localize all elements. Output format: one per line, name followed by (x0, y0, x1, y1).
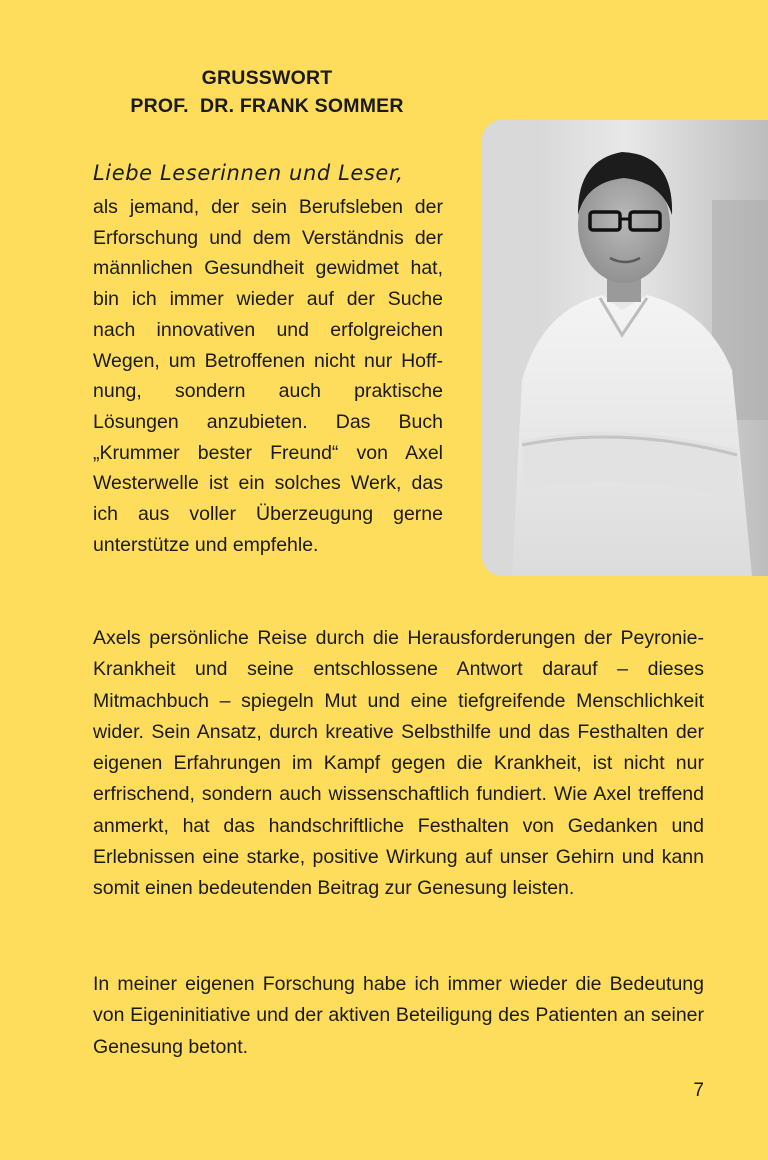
portrait-image (482, 120, 768, 576)
salutation: Liebe Leserinnen und Leser, (93, 161, 404, 185)
body-paragraph-1: Axels persönliche Reise durch die Herausforderungen der Peyronie-Krankheit und seine entschlossene Antwort darauf – dieses Mitmachbuch – spiegeln Mut und eine tiefgreifende Menschlichkeit wider. Sein Ansatz, durch kreative Selbsthilfe und das Festhalten der eigenen Erfahrungen im Kampf gegen die Krankheit, ist nicht nur erfrischend, sondern auch wissenschaftlich fundiert. Wie Axel treffend anmerkt, hat das handschriftliche Festhalten von Gedanken und Erlebnissen eine starke, positive Wirkung auf unser Gehirn und kann somit einen bedeutenden Beitrag zur Genesung leisten. (93, 627, 704, 900)
heading-author: PROF. DR. FRANK SOMMER (130, 95, 404, 117)
author-portrait-photo (482, 120, 768, 576)
page-number: 7 (693, 1080, 704, 1101)
heading-title: GRUSSWORT (201, 67, 333, 89)
body-paragraph-2: In meiner eigenen Forschung habe ich immer wieder die Bedeutung von Eigeninitiative und der aktiven Beteiligung des Patienten an seiner Genesung betont. (93, 973, 704, 1058)
intro-paragraph: als jemand, der sein Berufsleben der Erforschung und dem Verständnis der männlichen Gesundheit gewidmet hat, bin ich immer wieder auf der Suche nach innovativen und erfolgreichen Wegen, um Betroffenen nicht nur Hoffnung, sondern auch praktische Lösungen anzubieten. Das Buch „Krummer bester Freund“ von Axel Westerwelle ist ein solches Werk, das ich aus voller Überzeugung gerne unterstütze und empfehle. (93, 196, 443, 556)
page-heading (60, 64, 474, 120)
